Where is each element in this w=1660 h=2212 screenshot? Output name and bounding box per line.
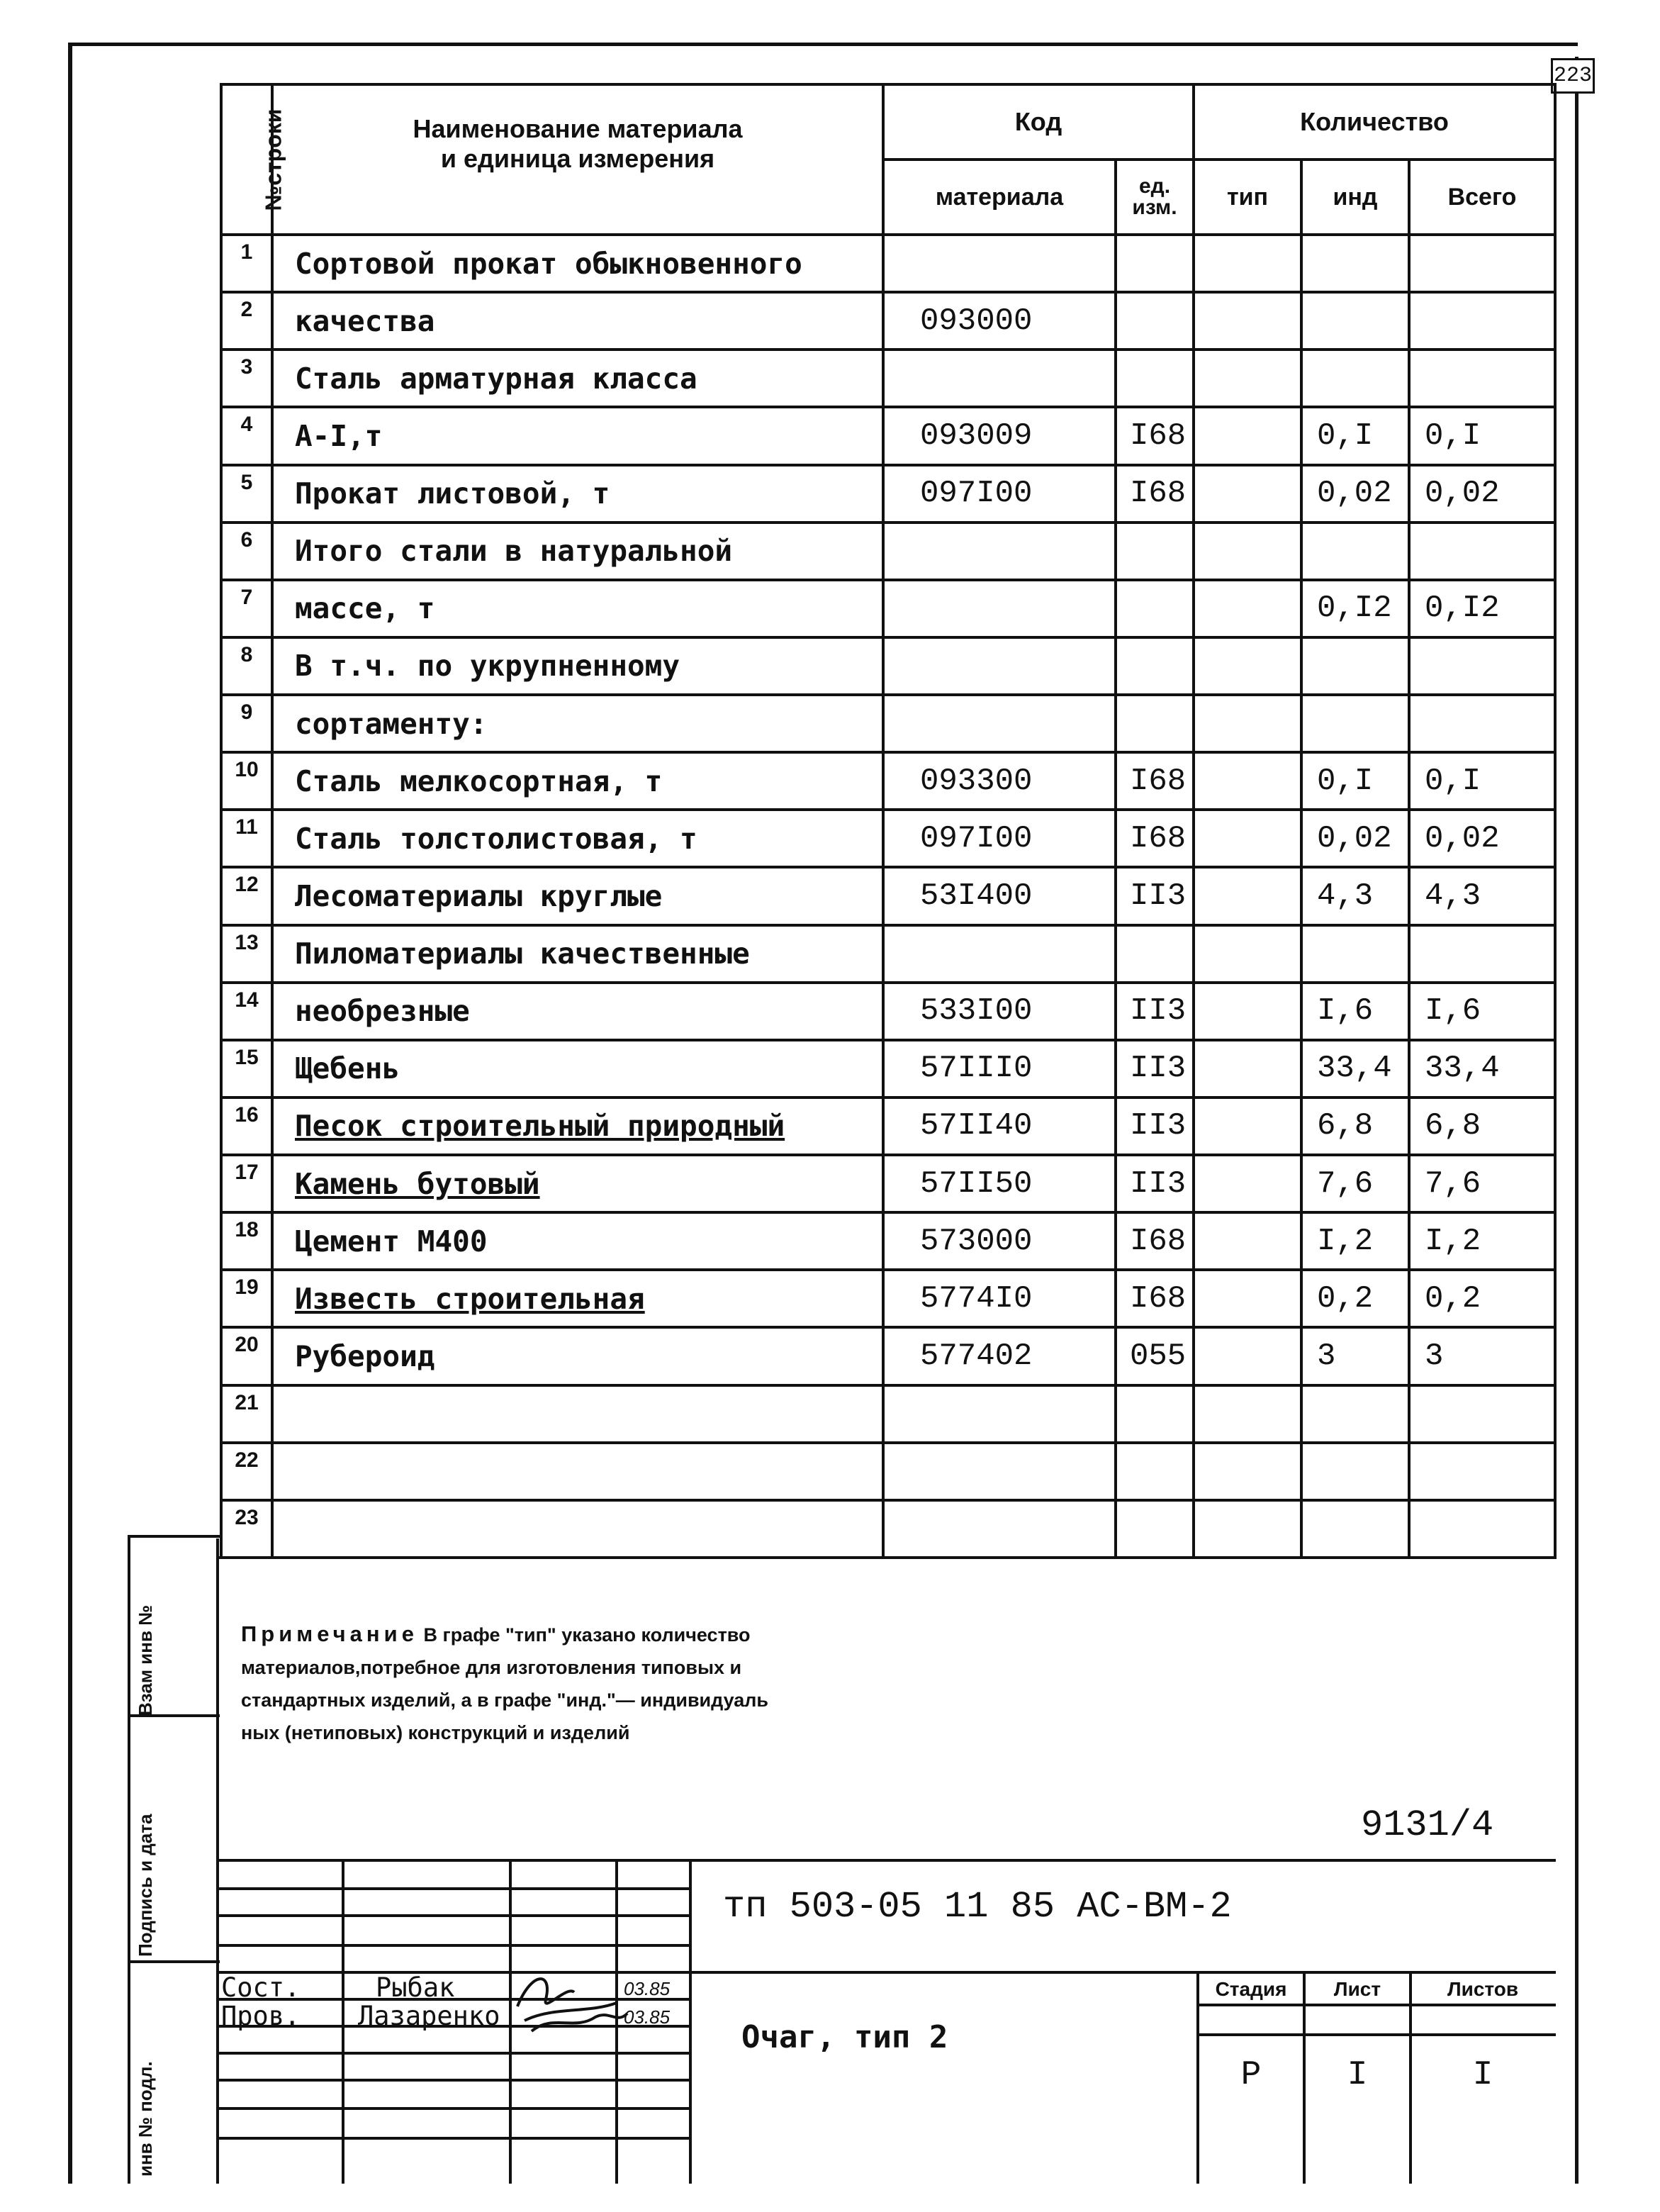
title-grid-col [689, 1859, 692, 2184]
qty-total: 0,I [1409, 407, 1555, 464]
qty-total: I,6 [1409, 983, 1555, 1040]
material-name: массе, т [272, 580, 883, 637]
row-number-header: №строки [221, 84, 272, 235]
title-grid-line [216, 1944, 691, 1947]
table-row [221, 465, 1555, 523]
unit-code: I68 [1116, 407, 1194, 464]
material-name: сортаменту: [272, 695, 883, 752]
qty-type [1194, 983, 1301, 1040]
unit-code: II3 [1116, 1040, 1194, 1097]
material-code [883, 925, 1116, 983]
qty-ind: 0,I2 [1301, 580, 1409, 637]
material-code: 093300 [883, 752, 1116, 810]
row-number: 12 [221, 867, 272, 925]
title-grid-line [216, 1914, 691, 1917]
row-number: 10 [221, 752, 272, 810]
title-grid-col [342, 1859, 344, 2184]
qty-total: 4,3 [1409, 867, 1555, 925]
material-code: 57III0 [883, 1040, 1116, 1097]
material-name: Сортовой прокат обыкновенного [272, 235, 883, 292]
code-material-header: материала [883, 160, 1116, 235]
row-number: 11 [221, 810, 272, 867]
qty-ind [1301, 1385, 1409, 1443]
qty-type [1194, 523, 1301, 580]
qty-ind [1301, 695, 1409, 752]
date-compiled: 03.85 [624, 1978, 671, 1999]
qty-type [1194, 867, 1301, 925]
frame-top-border [68, 43, 1578, 46]
qty-ind-header: инд [1301, 160, 1409, 235]
qty-total [1409, 695, 1555, 752]
side-block-top [128, 1535, 220, 1538]
qty-total: 0,02 [1409, 465, 1555, 523]
table-row [221, 695, 1555, 752]
qty-type [1194, 1155, 1301, 1212]
stage-label: Стадия [1215, 1978, 1287, 2000]
unit-code [1116, 1443, 1194, 1500]
qty-type [1194, 1097, 1301, 1155]
qty-ind: 0,02 [1301, 465, 1409, 523]
qty-ind: I,2 [1301, 1212, 1409, 1270]
material-code [883, 1443, 1116, 1500]
qty-ind: 3 [1301, 1327, 1409, 1385]
qty-type [1194, 752, 1301, 810]
material-code: 57II40 [883, 1097, 1116, 1155]
material-name: А-I,т [272, 407, 883, 464]
material-code [883, 1385, 1116, 1443]
table-row [221, 235, 1555, 292]
qty-total [1409, 1443, 1555, 1500]
qty-ind [1301, 1443, 1409, 1500]
unit-code: II3 [1116, 1155, 1194, 1212]
materials-table [220, 83, 1557, 1559]
unit-code: II3 [1116, 867, 1194, 925]
qty-total [1409, 523, 1555, 580]
material-code [883, 523, 1116, 580]
table-row [221, 925, 1555, 983]
row-number: 21 [221, 1385, 272, 1443]
document-number: 9131/4 [1361, 1804, 1494, 1846]
qty-ind: 7,6 [1301, 1155, 1409, 1212]
role-compiled: Сост. [221, 1972, 301, 2003]
unit-code [1116, 695, 1194, 752]
material-name: Сталь арматурная класса [272, 350, 883, 407]
side-label-swap-inv: Взам инв № [135, 1604, 156, 1716]
qty-type [1194, 637, 1301, 695]
material-code [883, 350, 1116, 407]
table-row [221, 292, 1555, 350]
row-number: 8 [221, 637, 272, 695]
name-checked: Лазаренко [358, 2001, 500, 2031]
material-name: Сталь мелкосортная, т [272, 752, 883, 810]
title-grid-line [216, 2052, 691, 2055]
project-code: тп 503-05 11 85 АС-ВМ-2 [723, 1886, 1232, 1928]
sheets-label: Листов [1447, 1978, 1519, 2000]
qty-ind: 0,I [1301, 752, 1409, 810]
table-row [221, 523, 1555, 580]
qty-total: 3 [1409, 1327, 1555, 1385]
material-code: 57II50 [883, 1155, 1116, 1212]
qty-total: 0,2 [1409, 1270, 1555, 1327]
handwritten-signatures [510, 1964, 631, 2035]
material-name: Лесоматериалы круглые [272, 867, 883, 925]
frame-right-border [1575, 57, 1578, 2184]
material-code [883, 637, 1116, 695]
unit-code: I68 [1116, 1212, 1194, 1270]
table-row [221, 1443, 1555, 1500]
stamp-line [1198, 2033, 1556, 2036]
row-number: 9 [221, 695, 272, 752]
qty-total [1409, 637, 1555, 695]
qty-ind [1301, 1500, 1409, 1558]
material-name: Итого стали в натуральной [272, 523, 883, 580]
qty-total [1409, 235, 1555, 292]
qty-total: 0,02 [1409, 810, 1555, 867]
material-name: Рубероид [272, 1327, 883, 1385]
row-number: 16 [221, 1097, 272, 1155]
title-block-top [216, 1859, 1556, 1862]
name-compiled: Рыбак [376, 1972, 455, 2003]
unit-code [1116, 350, 1194, 407]
unit-code: I68 [1116, 465, 1194, 523]
material-code: 533I00 [883, 983, 1116, 1040]
material-code: 573000 [883, 1212, 1116, 1270]
title-grid-line [216, 2107, 691, 2110]
qty-total: 0,I [1409, 752, 1555, 810]
qty-ind [1301, 350, 1409, 407]
table-row [221, 1097, 1555, 1155]
code-unit-header: ед. изм. [1116, 160, 1194, 235]
object-title: Очаг, тип 2 [741, 2019, 948, 2055]
material-name: Песок строительный природный [272, 1097, 883, 1155]
qty-ind: I,6 [1301, 983, 1409, 1040]
material-name: Пиломатериалы качественные [272, 925, 883, 983]
material-name: Камень бутовый [272, 1155, 883, 1212]
quantity-header: Количество [1194, 84, 1555, 160]
qty-type [1194, 1443, 1301, 1500]
qty-ind: 33,4 [1301, 1040, 1409, 1097]
qty-ind [1301, 637, 1409, 695]
material-code: 093000 [883, 292, 1116, 350]
qty-total [1409, 925, 1555, 983]
title-grid-line [216, 2137, 691, 2140]
qty-ind [1301, 235, 1409, 292]
material-name-header: Наименование материала и единица измерения [272, 84, 883, 235]
unit-code [1116, 580, 1194, 637]
qty-total: I,2 [1409, 1212, 1555, 1270]
table-row [221, 867, 1555, 925]
qty-total-header: Всего [1409, 160, 1555, 235]
stamp-line [1198, 2004, 1556, 2006]
material-code: 53I400 [883, 867, 1116, 925]
row-number: 4 [221, 407, 272, 464]
role-checked: Пров. [221, 2001, 301, 2031]
qty-total [1409, 350, 1555, 407]
qty-type [1194, 810, 1301, 867]
date-checked: 03.85 [624, 2006, 671, 2028]
unit-code: 055 [1116, 1327, 1194, 1385]
qty-type [1194, 235, 1301, 292]
material-name: В т.ч. по укрупненному [272, 637, 883, 695]
row-number: 20 [221, 1327, 272, 1385]
material-name: Сталь толстолистовая, т [272, 810, 883, 867]
qty-ind: 6,8 [1301, 1097, 1409, 1155]
qty-total [1409, 1500, 1555, 1558]
qty-ind [1301, 523, 1409, 580]
row-number: 7 [221, 580, 272, 637]
qty-total: 6,8 [1409, 1097, 1555, 1155]
qty-type [1194, 350, 1301, 407]
row-number: 17 [221, 1155, 272, 1212]
table-row [221, 350, 1555, 407]
material-code [883, 580, 1116, 637]
qty-type [1194, 695, 1301, 752]
qty-ind: 4,3 [1301, 867, 1409, 925]
material-name: Щебень [272, 1040, 883, 1097]
qty-type [1194, 1212, 1301, 1270]
unit-code [1116, 292, 1194, 350]
qty-type-header: тип [1194, 160, 1301, 235]
unit-code [1116, 925, 1194, 983]
material-code: 5774I0 [883, 1270, 1116, 1327]
row-number: 14 [221, 983, 272, 1040]
material-name [272, 1500, 883, 1558]
unit-code: I68 [1116, 810, 1194, 867]
table-row [221, 1385, 1555, 1443]
material-code [883, 235, 1116, 292]
table-row [221, 1040, 1555, 1097]
row-number: 18 [221, 1212, 272, 1270]
sheet-label: Лист [1333, 1978, 1381, 2000]
material-code: 577402 [883, 1327, 1116, 1385]
table-row [221, 983, 1555, 1040]
unit-code [1116, 523, 1194, 580]
material-code [883, 695, 1116, 752]
qty-type [1194, 1385, 1301, 1443]
qty-type [1194, 1327, 1301, 1385]
row-number: 15 [221, 1040, 272, 1097]
table-row [221, 1212, 1555, 1270]
unit-code [1116, 637, 1194, 695]
unit-code: I68 [1116, 752, 1194, 810]
qty-type [1194, 580, 1301, 637]
qty-type [1194, 407, 1301, 464]
side-block-sep2 [128, 1960, 220, 1963]
row-number: 3 [221, 350, 272, 407]
table-row [221, 1327, 1555, 1385]
material-code [883, 1500, 1116, 1558]
material-name: Прокат листовой, т [272, 465, 883, 523]
material-name: Известь строительная [272, 1270, 883, 1327]
qty-ind: 0,I [1301, 407, 1409, 464]
row-number: 19 [221, 1270, 272, 1327]
row-number: 6 [221, 523, 272, 580]
unit-code [1116, 1500, 1194, 1558]
title-grid-line [216, 1887, 691, 1890]
note-text: Примечание В графе "тип" указано количество материалов,потребное для изготовления типовых и стандартных изделий, а в графе "инд."— индивидуаль ных (нетиповых) конструкций и изделий [241, 1621, 769, 1743]
sheet-value: I [1347, 2056, 1368, 2094]
row-number: 23 [221, 1500, 272, 1558]
qty-total: 0,I2 [1409, 580, 1555, 637]
stage-value: Р [1240, 2056, 1262, 2094]
unit-code: II3 [1116, 983, 1194, 1040]
table-row [221, 1500, 1555, 1558]
table-row [221, 1270, 1555, 1327]
table-row [221, 407, 1555, 464]
unit-code: I68 [1116, 1270, 1194, 1327]
material-name: необрезные [272, 983, 883, 1040]
qty-type [1194, 292, 1301, 350]
side-label-sign-date: Подпись и дата [135, 1814, 156, 1957]
sheets-value: I [1472, 2056, 1493, 2094]
qty-type [1194, 1500, 1301, 1558]
table-row [221, 752, 1555, 810]
qty-type [1194, 1270, 1301, 1327]
qty-type [1194, 465, 1301, 523]
side-label-inv-orig: инв № подл. [135, 2061, 156, 2177]
qty-type [1194, 1040, 1301, 1097]
qty-ind: 0,2 [1301, 1270, 1409, 1327]
material-name [272, 1443, 883, 1500]
material-code: 097I00 [883, 465, 1116, 523]
table-bottom-line [216, 1556, 1556, 1559]
unit-code [1116, 1385, 1194, 1443]
qty-total [1409, 292, 1555, 350]
row-number: 13 [221, 925, 272, 983]
unit-code [1116, 235, 1194, 292]
sheet-number: 223 [1551, 58, 1595, 94]
qty-ind [1301, 292, 1409, 350]
material-name [272, 1385, 883, 1443]
title-grid-line [216, 2079, 691, 2082]
material-name: качества [272, 292, 883, 350]
frame-left-border [68, 43, 72, 2184]
qty-type [1194, 925, 1301, 983]
qty-ind: 0,02 [1301, 810, 1409, 867]
qty-total: 33,4 [1409, 1040, 1555, 1097]
side-block-line [128, 1535, 130, 2184]
row-number: 1 [221, 235, 272, 292]
unit-code: II3 [1116, 1097, 1194, 1155]
table-row [221, 1155, 1555, 1212]
row-number: 5 [221, 465, 272, 523]
row-number: 2 [221, 292, 272, 350]
qty-total [1409, 1385, 1555, 1443]
code-header: Код [883, 84, 1194, 160]
table-row [221, 810, 1555, 867]
qty-total: 7,6 [1409, 1155, 1555, 1212]
table-row [221, 580, 1555, 637]
table-row [221, 637, 1555, 695]
qty-ind [1301, 925, 1409, 983]
material-code: 093009 [883, 407, 1116, 464]
material-code: 097I00 [883, 810, 1116, 867]
material-name: Цемент М400 [272, 1212, 883, 1270]
row-number: 22 [221, 1443, 272, 1500]
